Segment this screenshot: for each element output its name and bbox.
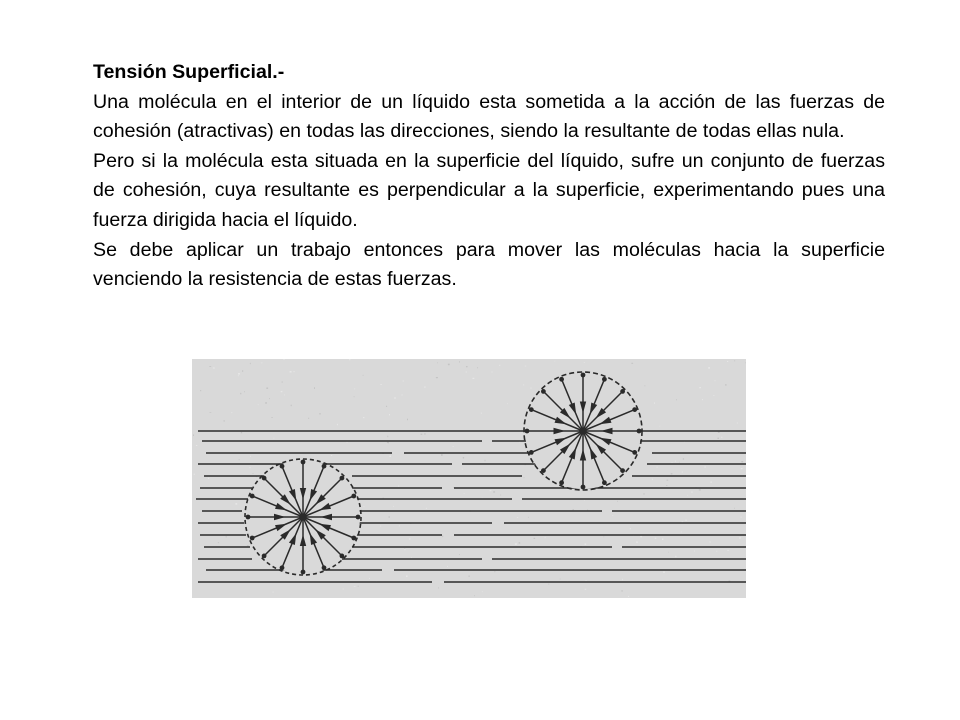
texture-speck [463, 457, 464, 459]
neighbor-molecule-dot [581, 373, 586, 378]
texture-speck [226, 536, 227, 537]
texture-speck [672, 462, 673, 463]
texture-speck [687, 495, 688, 496]
texture-speck [380, 384, 382, 385]
texture-speck [699, 489, 701, 490]
texture-speck [621, 590, 623, 591]
neighbor-molecule-dot [541, 468, 546, 473]
texture-speck [675, 461, 676, 462]
texture-speck [531, 388, 532, 389]
texture-speck [209, 412, 211, 413]
neighbor-molecule-dot [620, 389, 625, 394]
texture-speck [741, 517, 742, 518]
texture-speck [337, 424, 338, 426]
texture-speck [485, 460, 486, 462]
texture-speck [314, 387, 315, 389]
texture-speck [477, 367, 478, 368]
texture-speck [343, 589, 344, 590]
texture-speck [585, 544, 587, 545]
texture-speck [534, 538, 536, 539]
texture-speck [655, 538, 657, 539]
texture-speck [209, 366, 211, 367]
texture-speck [437, 362, 438, 363]
texture-speck [369, 578, 370, 579]
texture-speck [668, 552, 669, 553]
texture-speck [525, 366, 527, 367]
texture-speck [721, 437, 722, 438]
texture-speck [213, 368, 215, 369]
texture-speck [200, 390, 201, 391]
texture-speck [716, 551, 717, 552]
texture-speck [567, 489, 568, 490]
texture-speck [231, 412, 232, 413]
texture-speck [250, 363, 251, 364]
texture-speck [274, 438, 275, 439]
illustration-svg [192, 359, 746, 598]
text-block [93, 58, 885, 295]
texture-speck [713, 395, 714, 396]
texture-speck [453, 446, 454, 447]
texture-speck [244, 391, 245, 392]
texture-speck [545, 537, 546, 538]
texture-speck [398, 486, 399, 487]
texture-speck [560, 579, 561, 580]
texture-speck [389, 414, 390, 415]
neighbor-molecule-dot [301, 570, 306, 575]
texture-speck [462, 469, 463, 470]
neighbor-molecule-dot [340, 476, 345, 481]
texture-speck [573, 509, 575, 510]
texture-speck [737, 422, 738, 423]
texture-speck [282, 382, 283, 383]
surface-tension-illustration [192, 359, 746, 598]
neighbor-molecule-dot [632, 407, 637, 412]
neighbor-molecule-dot [246, 515, 251, 520]
neighbor-molecule-dot [250, 536, 255, 541]
texture-speck [464, 493, 465, 494]
texture-speck [394, 398, 396, 399]
texture-speck [523, 384, 524, 385]
neighbor-molecule-dot [280, 565, 285, 570]
texture-speck [426, 508, 427, 509]
texture-speck [652, 479, 653, 481]
texture-speck [644, 386, 645, 387]
texture-speck [466, 366, 467, 367]
neighbor-molecule-dot [581, 485, 586, 490]
texture-speck [654, 402, 655, 403]
texture-speck [715, 380, 716, 381]
texture-speck [240, 393, 241, 395]
texture-speck [265, 402, 267, 404]
texture-speck [622, 579, 623, 580]
texture-speck [528, 517, 529, 518]
texture-speck [424, 387, 425, 388]
texture-speck [604, 485, 605, 486]
texture-speck [686, 520, 687, 521]
texture-speck [636, 542, 638, 543]
texture-speck [468, 576, 470, 577]
neighbor-molecule-dot [602, 480, 607, 485]
texture-speck [354, 586, 356, 587]
neighbor-molecule-dot [559, 377, 564, 382]
texture-speck [640, 536, 642, 538]
texture-speck [363, 417, 364, 418]
texture-speck [273, 591, 274, 592]
texture-speck [725, 384, 726, 386]
texture-speck [717, 438, 719, 439]
texture-speck [630, 528, 631, 529]
texture-speck [524, 477, 525, 478]
texture-speck [196, 445, 197, 446]
texture-speck [699, 387, 701, 388]
texture-speck [644, 493, 645, 494]
texture-speck [291, 405, 292, 407]
texture-speck [381, 525, 382, 527]
texture-speck [710, 541, 711, 542]
texture-speck [238, 373, 240, 375]
neighbor-molecule-dot [541, 389, 546, 394]
texture-speck [702, 399, 703, 400]
texture-speck [584, 362, 585, 363]
texture-speck [671, 473, 673, 474]
neighbor-molecule-dot [262, 476, 267, 481]
texture-speck [266, 388, 268, 389]
texture-speck [612, 515, 613, 516]
neighbor-molecule-dot [559, 480, 564, 485]
texture-speck [481, 412, 482, 414]
texture-speck [281, 391, 283, 392]
texture-speck [555, 361, 556, 362]
paragraph-surface: Pero si la molécula esta situada en la superficie del líquido, sufre un conjunto de fuerzas de cohesión, cuya resultante es perpendicular a la superficie, experimentando pues una fuerza dirigida hacia el líquido. [93, 149, 885, 231]
central-molecule-dot [300, 514, 306, 520]
texture-speck [662, 539, 663, 541]
slide-title: Tensión Superficial.- [93, 61, 285, 83]
texture-speck [617, 501, 618, 502]
texture-speck [258, 404, 259, 405]
texture-speck [284, 395, 285, 396]
neighbor-molecule-dot [351, 494, 356, 499]
texture-speck [631, 363, 633, 364]
texture-speck [745, 362, 746, 363]
texture-speck [491, 372, 492, 373]
texture-speck [727, 361, 728, 362]
texture-speck [493, 491, 495, 492]
texture-speck [727, 550, 729, 551]
texture-speck [584, 500, 585, 501]
central-molecule-dot [580, 428, 586, 434]
texture-speck [208, 478, 209, 479]
texture-speck [679, 462, 680, 463]
neighbor-molecule-dot [602, 377, 607, 382]
texture-speck [349, 359, 350, 360]
texture-speck [403, 381, 404, 382]
texture-speck [682, 472, 683, 473]
neighbor-molecule-dot [529, 407, 534, 412]
texture-speck [482, 591, 483, 592]
texture-speck [734, 360, 735, 361]
neighbor-molecule-dot [525, 429, 530, 434]
neighbor-molecule-dot [529, 450, 534, 455]
texture-speck [269, 398, 270, 399]
texture-speck [628, 596, 629, 597]
texture-speck [515, 543, 517, 545]
interior-molecule [245, 459, 361, 575]
texture-speck [354, 389, 355, 390]
texture-speck [290, 371, 292, 373]
texture-speck [549, 584, 550, 585]
texture-speck [331, 455, 332, 456]
neighbor-molecule-dot [322, 464, 327, 469]
texture-speck [242, 370, 243, 371]
texture-speck [393, 506, 394, 507]
texture-speck [402, 395, 403, 396]
neighbor-molecule-dot [262, 554, 267, 559]
texture-speck [494, 571, 495, 572]
texture-speck [734, 508, 735, 509]
texture-speck [387, 442, 389, 443]
neighbor-molecule-dot [280, 464, 285, 469]
texture-speck [441, 454, 443, 456]
texture-speck [442, 536, 443, 538]
texture-speck [459, 554, 460, 555]
texture-speck [193, 435, 194, 436]
texture-speck [708, 367, 710, 369]
texture-speck [603, 537, 604, 538]
texture-speck [666, 485, 667, 486]
texture-speck [657, 467, 658, 468]
texture-speck [663, 571, 665, 572]
texture-speck [424, 433, 426, 434]
neighbor-molecule-dot [322, 565, 327, 570]
texture-speck [218, 542, 219, 543]
texture-speck [585, 580, 586, 581]
texture-speck [283, 359, 285, 360]
texture-speck [354, 396, 355, 397]
texture-speck [224, 420, 225, 421]
texture-speck [239, 459, 240, 460]
texture-speck [507, 403, 508, 404]
texture-speck [404, 549, 405, 551]
texture-speck [386, 406, 387, 407]
texture-speck [519, 542, 521, 543]
texture-speck [667, 480, 669, 481]
texture-speck [473, 378, 475, 379]
texture-speck [249, 467, 251, 468]
texture-speck [517, 517, 518, 518]
texture-speck [389, 516, 390, 517]
texture-speck [448, 364, 450, 366]
texture-speck [691, 491, 692, 492]
texture-speck [252, 473, 253, 474]
texture-speck [247, 545, 249, 546]
texture-speck [447, 566, 448, 567]
texture-speck [704, 467, 706, 468]
paragraph-interior: Una molécula en el interior de un líquido esta sometida a la acción de las fuerzas de cohesión (atractivas) en todas las direcciones, siendo la resultante de todas ellas nula. [93, 90, 885, 143]
texture-speck [741, 461, 743, 462]
texture-speck [363, 375, 364, 376]
texture-speck [238, 375, 239, 376]
paragraph-work: Se debe aplicar un trabajo entonces para mover las moléculas hacia la superficie venciendo la resistencia de estas fuerzas. [93, 238, 885, 291]
neighbor-molecule-dot [356, 515, 361, 520]
neighbor-molecule-dot [250, 494, 255, 499]
neighbor-molecule-dot [340, 554, 345, 559]
texture-speck [675, 556, 676, 557]
texture-speck [261, 363, 263, 364]
neighbor-molecule-dot [351, 536, 356, 541]
texture-speck [490, 490, 492, 491]
texture-speck [319, 413, 320, 415]
texture-speck [293, 371, 295, 372]
texture-speck [390, 456, 392, 458]
texture-speck [407, 419, 408, 421]
texture-speck [406, 576, 408, 578]
texture-speck [739, 537, 741, 538]
texture-speck [409, 538, 411, 539]
texture-speck [411, 557, 412, 558]
texture-speck [500, 495, 501, 496]
texture-speck [676, 399, 677, 400]
texture-speck [358, 586, 359, 587]
texture-speck [474, 595, 475, 596]
texture-speck [660, 426, 661, 427]
neighbor-molecule-dot [620, 468, 625, 473]
texture-speck [194, 474, 195, 475]
texture-speck [499, 365, 500, 366]
texture-speck [308, 418, 309, 419]
texture-speck [241, 432, 242, 433]
texture-speck [387, 436, 388, 438]
texture-speck [364, 506, 365, 507]
texture-speck [250, 456, 251, 457]
texture-speck [710, 481, 711, 482]
texture-speck [694, 550, 695, 551]
neighbor-molecule-dot [301, 460, 306, 465]
texture-speck [459, 361, 460, 362]
texture-speck [681, 532, 682, 533]
texture-speck [466, 371, 467, 372]
texture-speck [421, 434, 423, 435]
neighbor-molecule-dot [632, 450, 637, 455]
texture-speck [436, 377, 438, 378]
texture-speck [683, 458, 684, 459]
neighbor-molecule-dot [637, 429, 642, 434]
texture-speck [741, 468, 743, 469]
texture-speck [271, 417, 272, 418]
texture-speck [585, 589, 587, 590]
texture-speck [235, 503, 237, 505]
texture-speck [438, 587, 439, 588]
texture-speck [399, 525, 400, 526]
